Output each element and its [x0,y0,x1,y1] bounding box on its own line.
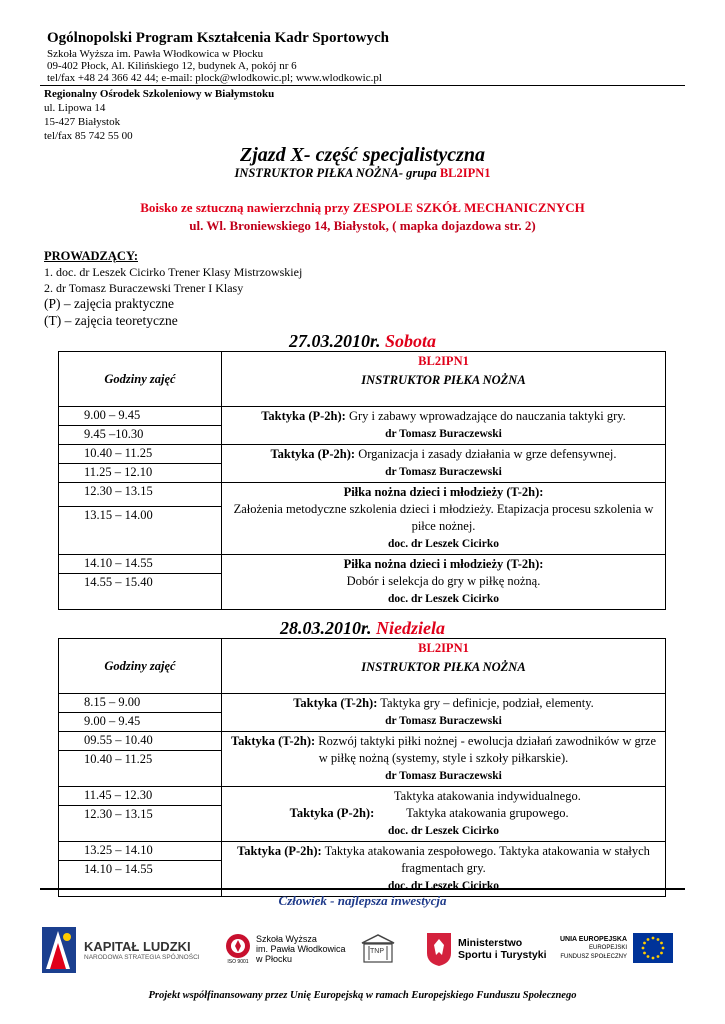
day2-block-3 [222,787,666,842]
header-line-address: 09-402 Płock, Al. Kilińskiego 12, budynek A, pokój nr 6 [47,60,297,72]
ministry-line-1: Ministerstwo [458,937,523,949]
polish-eagle-icon [425,931,453,967]
block-teacher: doc. dr Leszek Cicirko [388,825,499,837]
table-row-time: 14.10 – 14.55 [59,860,222,896]
header-line-contact: tel/fax +48 24 366 42 44; e-mail: plock@wlodkowic.pl; www.wlodkowic.pl [47,72,382,84]
meeting-subtitle [0,166,725,181]
table-row-time: 10.40 – 11.25 [59,445,222,464]
table-row-time: 11.25 – 12.10 [59,464,222,483]
program-title: Ogólnopolski Program Kształcenia Kadr Sportowych [47,30,389,46]
block-desc: Gry i zabawy wprowadzające do nauczania taktyki gry. [348,409,626,423]
eu-logo [560,933,673,963]
ministry-line-2: Sportu i Turystyki [458,949,547,961]
legend-theoretical: (T) – zajęcia teoretyczne [44,313,178,328]
tnp-logo [360,933,396,965]
day1-hours-header: Godziny zajęć [59,352,222,407]
regional-street: ul. Lipowa 14 [44,102,106,114]
block-teacher: doc. dr Leszek Cicirko [388,538,499,550]
day1-course-header [222,352,666,407]
kapital-ludzki-logo [40,925,200,975]
day1-block-3 [222,483,666,555]
day2-date: 28.03.2010r. [279,618,372,638]
day2-schedule-table [58,638,666,897]
leader-2: 2. dr Tomasz Buraczewski Trener I Klasy [44,281,244,295]
tnp-label: TNP [370,948,384,955]
block-desc: Rozwój taktyki piłki nożnej - ewolucja działań zawodników w grze w piłkę nożną (systemy, style i szkoły piłkarskie). [318,734,657,765]
eu-sub-1: EUROPEJSKI [589,944,628,951]
block-topic: Taktyka (P-2h): [270,447,356,461]
meeting-group: BL2IPN1 [439,166,491,180]
day1-schedule-table [58,351,666,610]
day2-block-2 [222,732,666,787]
table-row-time: 12.30 – 13.15 [59,483,222,507]
kapital-ludzki-icon [40,925,78,975]
eu-title: UNIA EUROPEJSKA [560,935,628,943]
day2-hours-header: Godziny zajęć [59,639,222,694]
regional-phone: tel/fax 85 742 55 00 [44,130,133,142]
table-row-time: 9.45 –10.30 [59,426,222,445]
block-teacher: doc. dr Leszek Cicirko [388,593,499,605]
leader-1: 1. doc. dr Leszek Cicirko Trener Klasy Mistrzowskiej [44,265,303,279]
day2-course-header [222,639,666,694]
day1-block-4 [222,555,666,610]
block-topic: Taktyka (T-2h): [230,734,316,748]
venue-line-2: ul. Wl. Broniewskiego 14, Białystok, ( mapka dojazdowa str. 2) [189,218,536,233]
venue-line-1: Boisko ze sztuczną nawierzchnią przy ZESPOLE SZKÓŁ MECHANICZNYCH [140,200,585,215]
block-topic: Taktyka (P-2h): [261,409,346,423]
footer-tagline: Człowiek - najlepsza inwestycja [278,893,447,908]
school-emblem [225,933,251,965]
logo-strip [40,925,685,985]
table-row-time: 10.40 – 11.25 [59,750,222,786]
kapital-title: KAPITAŁ LUDZKI [84,939,191,954]
day1-heading [0,331,725,352]
meeting-title: Zjazd X- część specjalistyczna [240,144,485,166]
regional-center-name: Regionalny Ośrodek Szkoleniowy w Białymstoku [44,88,275,100]
block-desc: Organizacja i zasady działania w grze defensywnej. [358,447,617,461]
eu-sub-2: FUNDUSZ SPOŁECZNY [560,953,628,960]
table-row-time: 14.55 – 15.40 [59,573,222,609]
day1-block-2 [222,445,666,483]
table-row-time: 8.15 – 9.00 [59,694,222,713]
footer-divider [40,888,685,890]
table-row-time: 9.00 – 9.45 [59,713,222,732]
leaders-heading: PROWADZĄCY: [44,249,138,263]
table-row-time: 11.45 – 12.30 [59,787,222,806]
day1-course: INSTRUKTOR PIŁKA NOŻNA [361,373,526,387]
day2-course: INSTRUKTOR PIŁKA NOŻNA [361,660,526,674]
day2-weekday: Niedziela [376,618,445,638]
table-row-time: 14.10 – 14.55 [59,555,222,574]
legend-practical: (P) – zajęcia praktyczne [44,296,175,311]
iso-label: ISO 9001 [227,959,249,965]
school-line-1: Szkoła Wyższa [256,934,317,944]
school-emblem-icon [225,933,251,959]
table-row-time: 13.15 – 14.00 [59,507,222,555]
table-row-time: 9.00 – 9.45 [59,407,222,426]
block-desc: Taktyka gry – definicje, podział, elementy. [380,696,594,710]
header-line-school: Szkoła Wyższa im. Pawła Włodkowica w Płocku [47,48,264,60]
day1-group: BL2IPN1 [418,354,469,368]
regional-city: 15-427 Białystok [44,116,121,128]
school-line-3: w Płocku [256,954,293,964]
funding-note: Projekt współfinansowany przez Unię Europejską w ramach Europejskiego Funduszu Społecznego [148,990,577,1001]
block-teacher: dr Tomasz Buraczewski [385,770,502,782]
eu-flag-icon [633,933,673,963]
day2-heading [0,618,725,639]
day2-block-1 [222,694,666,732]
block-topic: Piłka nożna dzieci i młodzieży (T-2h): [343,557,544,571]
block-teacher: dr Tomasz Buraczewski [385,466,502,478]
block-teacher: doc. dr Leszek Cicirko [388,880,499,892]
kapital-sub: NARODOWA STRATEGIA SPÓJNOŚCI [84,954,200,961]
day2-group: BL2IPN1 [418,641,469,655]
table-row-time: 13.25 – 14.10 [59,842,222,861]
table-row-time: 09.55 – 10.40 [59,732,222,751]
block-desc: Taktyka atakowania zespołowego. Taktyka atakowania w stałych fragmentach gry. [324,844,650,875]
block-desc: Dobór i selekcja do gry w piłkę nożną. [346,574,541,588]
day1-block-1 [222,407,666,445]
meeting-subtitle-text: INSTRUKTOR PIŁKA NOŻNA- grupa [234,166,437,180]
block-teacher: dr Tomasz Buraczewski [385,715,502,727]
day1-date: 27.03.2010r. [288,331,381,351]
block-topic: Taktyka (T-2h): [293,696,378,710]
block-topic: Piłka nożna dzieci i młodzieży (T-2h): [343,485,544,499]
day1-weekday: Sobota [385,331,437,351]
block-topic: Taktyka (P-2h): [289,806,375,820]
block-topic: Taktyka (P-2h): [237,844,322,858]
header-divider [40,85,685,86]
school-line-2: im. Pawła Włodkowica [256,944,346,954]
block-desc: Założenia metodyczne szkolenia dzieci i młodzieży. Etapizacja procesu szkolenia w piłce nożnej. [233,502,654,533]
block-desc: Taktyka atakowania indywidualnego. Taktyka atakowania grupowego. [393,789,581,820]
block-teacher: dr Tomasz Buraczewski [385,428,502,440]
ministry-logo [425,931,547,967]
school-logo [225,933,346,965]
table-row-time: 12.30 – 13.15 [59,805,222,841]
